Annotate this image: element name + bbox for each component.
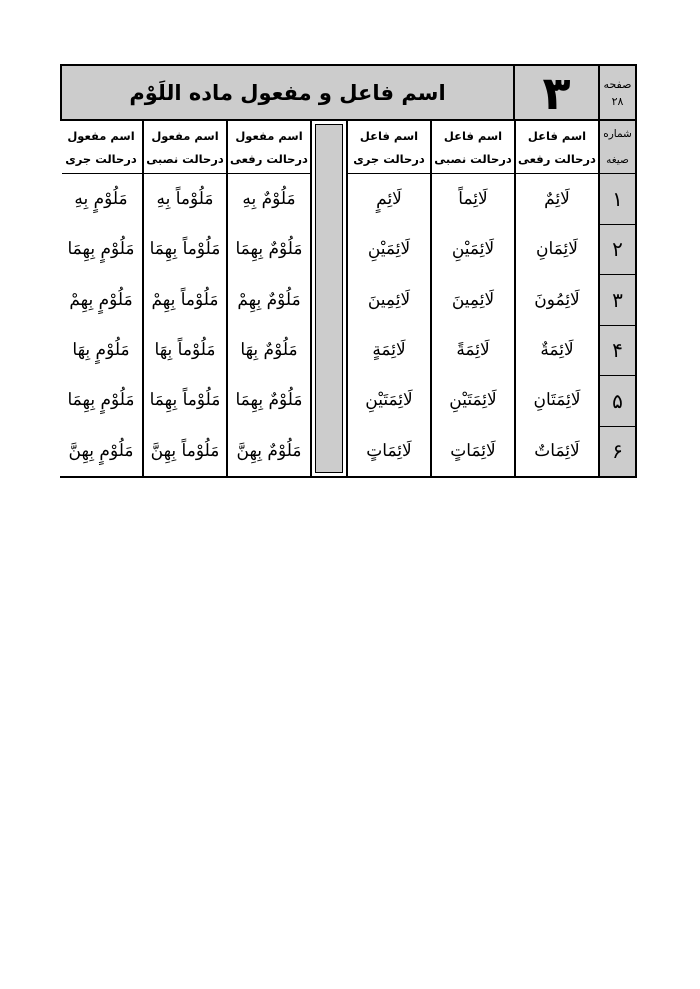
form-cell: لَائِمَاتٌ: [534, 440, 580, 461]
header-passive-rafi: [228, 121, 312, 174]
form-cell: مَلُوْمٌ بِهِ: [242, 189, 296, 210]
form-cell: مَلُوْمٍ بِهِمْ: [69, 289, 133, 310]
form-cell: لَائِمُونَ: [534, 289, 580, 310]
form-cell: مَلُوْمٌ بِهِنَّ: [236, 440, 302, 461]
header-active-rafi: [516, 121, 600, 174]
form-cell: لَائِمَاتٍ: [366, 440, 412, 461]
form-cell: لَائِمَتَيْنِ: [365, 390, 413, 411]
header-case: درحالت نصبی: [146, 152, 224, 167]
header-active-nasbi: [432, 121, 516, 174]
header-case: درحالت رفعی: [230, 152, 308, 167]
form-cell: لَائِمَاتٍ: [450, 440, 496, 461]
form-cell: لَائِمٍ: [376, 189, 402, 210]
form-cell: لَائِمَةً: [456, 340, 490, 361]
form-cell: مَلُوْماً بِهِنَّ: [150, 440, 220, 461]
form-cell: مَلُوْمٌ بِهِمْ: [237, 289, 301, 310]
page-label-text: صفحه: [603, 77, 632, 91]
form-cell: مَلُوْماً بِهِ: [156, 189, 214, 210]
form-cell: لَائِمَتَيْنِ: [449, 390, 497, 411]
form-cell: لَائِمَتَانِ: [533, 390, 581, 411]
form-number: ۱: [600, 174, 635, 225]
form-cell: لَائِمَانِ: [536, 239, 578, 260]
form-cell: مَلُوْماً بِهِمَا: [149, 390, 221, 411]
header-case: درحالت نصبی: [434, 152, 512, 167]
form-cell: لَائِمٌ: [544, 189, 570, 210]
separator-column: [312, 121, 348, 476]
conjugation-table: [60, 64, 637, 478]
form-cell: لَائِمِينَ: [367, 289, 411, 310]
lesson-number: ۳: [515, 66, 600, 121]
form-cell: مَلُوْماً بِهَا: [154, 340, 216, 361]
form-cell: لَائِمَةٍ: [372, 340, 406, 361]
form-cell: مَلُوْمٍ بِهِنَّ: [68, 440, 134, 461]
header-case: درحالت جری: [65, 152, 137, 167]
form-cell: مَلُوْمٍ بِهِمَا: [67, 390, 135, 411]
separator-fill: [315, 124, 343, 473]
table-title: اسم فاعل و مفعول ماده اللَوْم: [62, 66, 515, 121]
form-cell: مَلُوْمٌ بِهَا: [240, 340, 298, 361]
form-number: ۵: [600, 376, 635, 427]
column-passive-jarri: [60, 174, 144, 476]
header-case: درحالت جری: [353, 152, 425, 167]
form-cell: لَائِمَةٌ: [540, 340, 574, 361]
form-number: ۴: [600, 326, 635, 377]
header-case: درحالت رفعی: [518, 152, 596, 167]
form-cell: مَلُوْمٍ بِهِمَا: [67, 239, 135, 260]
column-passive-nasbi: [144, 174, 228, 476]
form-cell: مَلُوْماً بِهِمَا: [149, 239, 221, 260]
header-label: اسم مفعول: [151, 128, 219, 143]
form-number: ۶: [612, 439, 623, 464]
form-number: ۳: [600, 275, 635, 326]
header-label: اسم فاعل: [443, 128, 503, 143]
column-active-rafi: [516, 174, 600, 476]
number-label-top: شماره: [603, 128, 632, 140]
number-column: [600, 174, 635, 476]
form-cell: لَائِمِينَ: [451, 289, 495, 310]
form-cell: مَلُوْماً بِهِمْ: [151, 289, 219, 310]
page-number: ۲۸: [611, 94, 624, 108]
column-passive-rafi: [228, 174, 312, 476]
page-label: [600, 66, 635, 121]
form-cell: مَلُوْمٍ بِهِ: [74, 189, 128, 210]
form-cell: مَلُوْمٌ بِهِمَا: [235, 390, 303, 411]
number-column-header: [600, 121, 635, 174]
header-label: اسم فاعل: [527, 128, 587, 143]
form-cell: لَائِماً: [458, 189, 488, 210]
header-label: اسم مفعول: [235, 128, 303, 143]
column-active-jarri: [348, 174, 432, 476]
form-cell: لَائِمَيْنِ: [451, 239, 495, 260]
header-passive-jarri: [60, 121, 144, 174]
header-label: اسم مفعول: [67, 128, 135, 143]
header-passive-nasbi: [144, 121, 228, 174]
form-cell: مَلُوْمٍ بِهَا: [72, 340, 130, 361]
number-label-bottom: صیغه: [606, 154, 629, 166]
form-cell: مَلُوْمٌ بِهِمَا: [235, 239, 303, 260]
column-active-nasbi: [432, 174, 516, 476]
header-label: اسم فاعل: [359, 128, 419, 143]
form-number: ۲: [600, 225, 635, 276]
header-active-jarri: [348, 121, 432, 174]
form-cell: لَائِمَيْنِ: [367, 239, 411, 260]
